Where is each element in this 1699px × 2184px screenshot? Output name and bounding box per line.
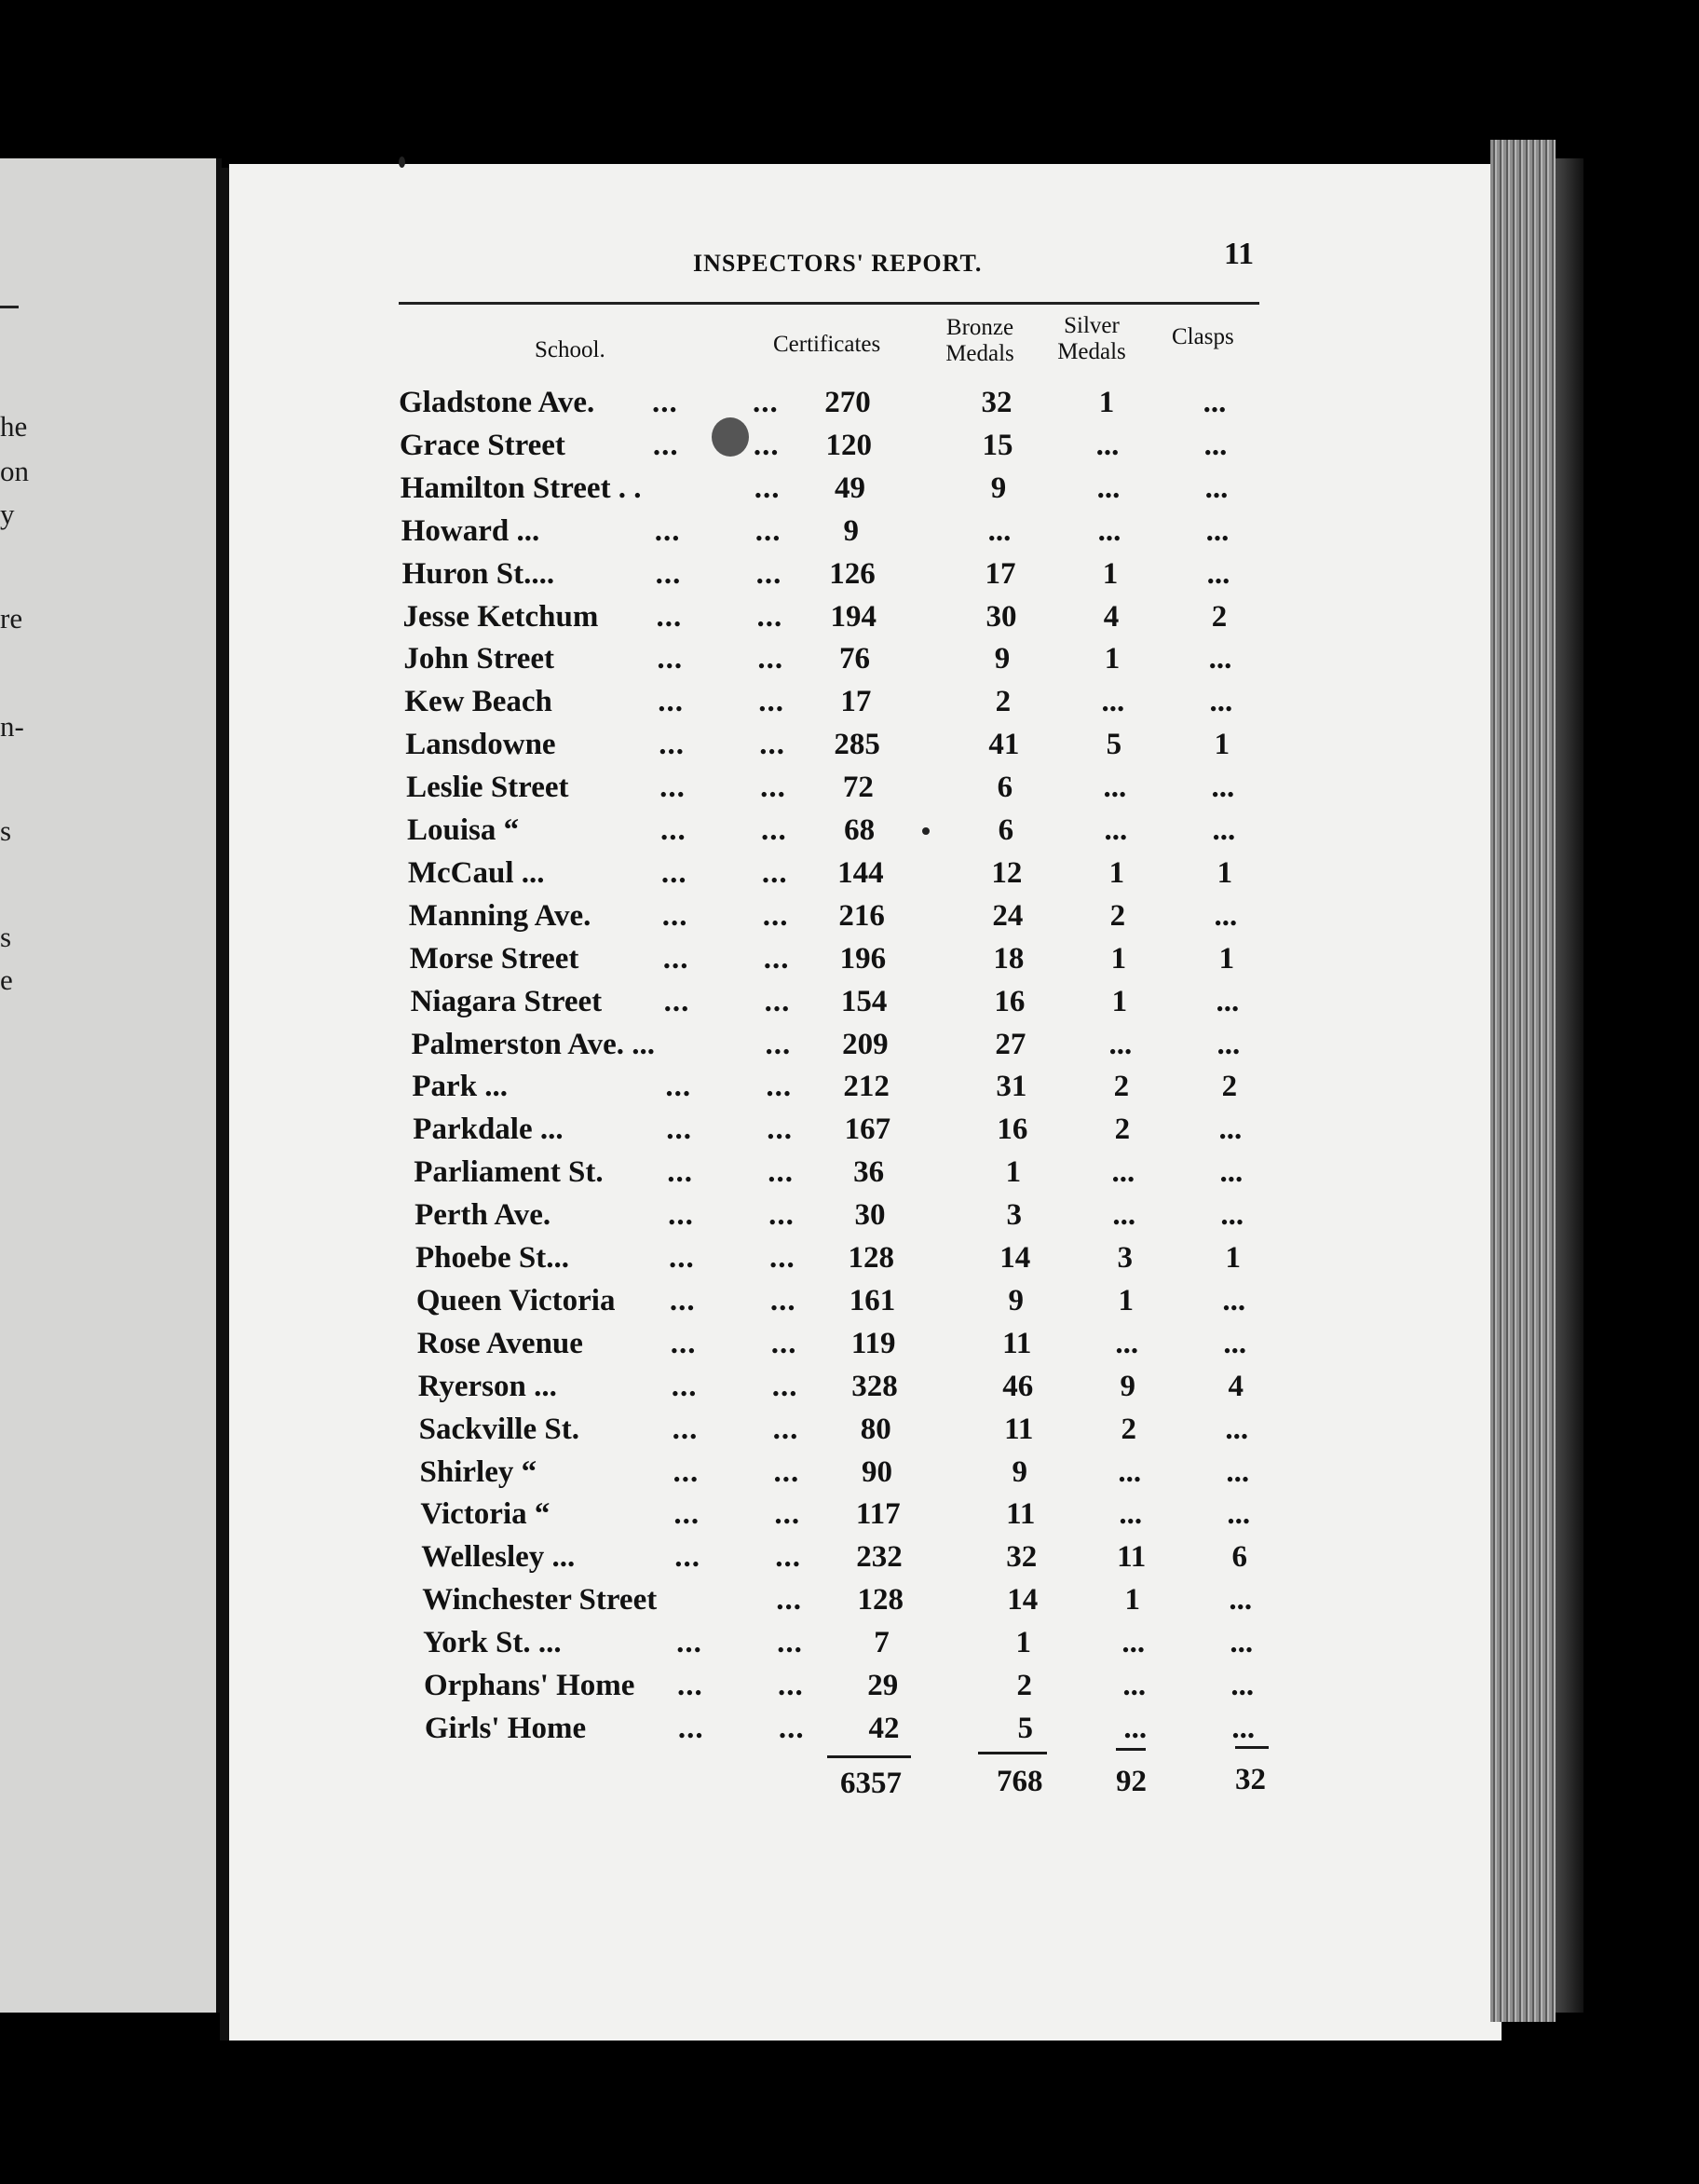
table-row [0, 771, 1699, 808]
clasps-count: ... [1203, 386, 1227, 419]
clasps-count: ... [1211, 771, 1235, 805]
bronze-medals-count: 46 [1002, 1369, 1034, 1403]
leader-dots: ... [768, 1155, 794, 1190]
table-row [0, 1540, 1699, 1577]
leader-dots: ... [658, 685, 685, 719]
school-name: Kew Beach [404, 685, 552, 719]
table-row [0, 514, 1699, 552]
table-row [0, 685, 1699, 722]
leader-dots: ... [759, 728, 785, 762]
silver-medals-count: ... [1095, 428, 1120, 462]
clasps-count: ... [1225, 1412, 1249, 1446]
leader-dots: ... [667, 1155, 693, 1190]
leader-dots: ... [773, 1454, 800, 1489]
clasps-count: ... [1206, 556, 1230, 591]
leader-dots: ... [756, 599, 783, 634]
bronze-medals-count: ... [987, 513, 1012, 548]
school-name: Perth Ave. [415, 1198, 551, 1233]
leader-dots: ... [754, 513, 782, 548]
certificates-count: 270 [824, 386, 871, 419]
certificates-count: 126 [829, 556, 876, 591]
clasps-count: ... [1220, 1198, 1244, 1233]
school-name: Leslie Street [406, 771, 569, 805]
certificates-count: 216 [838, 898, 885, 933]
school-name: Park ... [412, 1070, 509, 1104]
leader-dots: ... [778, 1669, 804, 1702]
total-silver-medals: 92 [1116, 1765, 1147, 1798]
school-name: Louisa “ [407, 813, 520, 847]
running-head: INSPECTORS' REPORT. [693, 250, 983, 277]
school-name: Rose Avenue [416, 1326, 583, 1360]
certificates-count: 212 [843, 1070, 890, 1104]
leader-dots: ... [762, 898, 789, 933]
left-page-text-fragment: s [0, 921, 12, 953]
leader-dots: ... [770, 1326, 797, 1360]
header-rule [399, 302, 1259, 305]
certificates-count: 17 [840, 685, 872, 719]
clasps-count: ... [1219, 1155, 1244, 1190]
silver-medals-count: 1 [1098, 386, 1115, 419]
column-header-certificates: Certificates [773, 332, 881, 357]
bronze-medals-count: 9 [1012, 1454, 1027, 1489]
silver-medals-count: 2 [1109, 898, 1126, 933]
table-row [0, 429, 1699, 466]
clasps-count: ... [1218, 1112, 1243, 1147]
table-row [0, 1583, 1699, 1620]
silver-medals-count: ... [1123, 1711, 1148, 1745]
school-name: Phoebe St... [415, 1241, 569, 1275]
silver-medals-count: ... [1122, 1669, 1147, 1702]
school-name: Victoria “ [420, 1497, 550, 1532]
school-name: Hamilton Street . . [400, 471, 642, 505]
certificates-count: 30 [854, 1198, 886, 1233]
left-page-text-fragment: e [0, 963, 13, 996]
table-row [0, 1327, 1699, 1364]
bronze-medals-count: 18 [993, 941, 1025, 976]
silver-medals-count: 1 [1118, 1283, 1135, 1317]
leader-dots: ... [755, 556, 782, 591]
leader-dots: ... [660, 813, 686, 847]
certificates-count: 161 [849, 1283, 896, 1317]
column-header-school: School. [535, 337, 605, 362]
leader-dots: ... [758, 685, 785, 719]
school-name: Queen Victoria [415, 1283, 616, 1317]
bronze-medals-count: 27 [995, 1027, 1026, 1061]
clasps-count: ... [1216, 1027, 1241, 1061]
left-page-text-fragment: on [0, 455, 29, 487]
total-certificates: 6357 [840, 1767, 902, 1800]
leader-dots: ... [670, 1326, 697, 1360]
leader-dots: ... [656, 599, 683, 634]
clasps-count: 1 [1218, 941, 1235, 976]
table-row [0, 386, 1699, 423]
ink-speck [399, 157, 405, 168]
certificates-count: 68 [844, 813, 876, 847]
silver-medals-count: ... [1097, 513, 1121, 548]
clasps-count: ... [1208, 642, 1232, 676]
table-row [0, 471, 1699, 509]
school-name: Shirley “ [419, 1454, 537, 1489]
leader-dots: ... [769, 1283, 796, 1317]
column-header-silver-line2: Medals [1057, 339, 1126, 364]
table-row [0, 856, 1699, 894]
clasps-count: 1 [1225, 1241, 1242, 1275]
leader-dots: ... [760, 771, 786, 805]
leader-dots: ... [652, 386, 678, 419]
table-row [0, 1028, 1699, 1065]
leader-dots: ... [669, 1241, 695, 1275]
clasps-count: 4 [1228, 1369, 1244, 1403]
table-row [0, 1370, 1699, 1407]
silver-medals-count: ... [1103, 771, 1127, 805]
bronze-medals-count: 6 [998, 813, 1014, 847]
silver-medals-count: 1 [1124, 1583, 1140, 1618]
clasps-count: 6 [1231, 1540, 1247, 1575]
leader-dots: ... [757, 642, 784, 676]
clasps-count: ... [1227, 1497, 1251, 1532]
table-row [0, 1155, 1699, 1193]
certificates-count: 194 [830, 599, 877, 634]
clasps-count: ... [1223, 1326, 1247, 1360]
certificates-count: 144 [837, 855, 884, 890]
bronze-medals-count: 12 [991, 855, 1023, 890]
silver-medals-count: 4 [1103, 599, 1120, 634]
total-rule-clasps [1235, 1746, 1269, 1749]
bronze-medals-count: 11 [1004, 1412, 1034, 1446]
bronze-medals-count: 2 [995, 685, 1012, 719]
leader-dots: ... [672, 1412, 699, 1446]
bronze-medals-count: 16 [994, 984, 1026, 1018]
bronze-medals-count: 6 [997, 771, 1013, 805]
column-header-bronze-line2: Medals [945, 341, 1014, 366]
school-name: McCaul ... [407, 855, 545, 890]
school-name: York St. ... [423, 1626, 562, 1660]
certificates-count: 49 [835, 471, 866, 505]
bronze-medals-count: 9 [990, 471, 1007, 505]
leader-dots: ... [671, 1369, 698, 1403]
table-row [0, 899, 1699, 936]
certificates-count: 285 [834, 728, 880, 762]
left-page-rule [0, 306, 19, 308]
leader-dots: ... [774, 1497, 801, 1532]
certificates-count: 117 [855, 1497, 901, 1532]
clasps-count: ... [1222, 1283, 1246, 1317]
left-page-text-fragment: he [0, 410, 28, 443]
leader-dots: ... [775, 1540, 802, 1575]
table-row [0, 600, 1699, 637]
silver-medals-count: 3 [1117, 1241, 1134, 1275]
table-row [0, 1413, 1699, 1450]
silver-medals-count: 1 [1102, 556, 1119, 591]
page-number: 11 [1224, 237, 1255, 271]
silver-medals-count: ... [1119, 1497, 1143, 1532]
silver-medals-count: 2 [1113, 1070, 1130, 1104]
column-header-bronze-medals [935, 315, 1025, 367]
clasps-count: ... [1216, 984, 1240, 1018]
clasps-count: 2 [1211, 599, 1228, 634]
bronze-medals-count: 2 [1016, 1669, 1032, 1702]
bronze-medals-count: 32 [1006, 1540, 1038, 1575]
clasps-count: ... [1226, 1454, 1250, 1489]
school-name: Girls' Home [424, 1711, 587, 1745]
clasps-count: 1 [1214, 728, 1230, 762]
school-name: Wellesley ... [421, 1540, 576, 1575]
silver-medals-count: ... [1111, 1155, 1135, 1190]
leader-dots: ... [761, 813, 787, 847]
clasps-count: ... [1230, 1669, 1255, 1702]
leader-dots: ... [662, 941, 689, 976]
certificates-count: 29 [867, 1669, 899, 1702]
certificates-count: 167 [844, 1112, 891, 1147]
total-rule-certificates [827, 1755, 911, 1758]
silver-medals-count: ... [1121, 1626, 1146, 1660]
school-name: Gladstone Ave. [399, 386, 595, 419]
total-bronze-medals: 768 [997, 1765, 1043, 1798]
bronze-medals-count: 32 [981, 386, 1013, 419]
clasps-count: ... [1212, 813, 1236, 847]
silver-medals-count: ... [1101, 685, 1125, 719]
certificates-count: 119 [850, 1326, 896, 1360]
table-row [0, 557, 1699, 594]
school-name: Lansdowne [405, 728, 556, 762]
bronze-medals-count: 30 [985, 599, 1017, 634]
table-row [0, 728, 1699, 765]
leader-dots: ... [654, 513, 681, 548]
school-name: Grace Street [399, 428, 565, 462]
table-row [0, 985, 1699, 1022]
leader-dots: ... [676, 1626, 702, 1660]
silver-medals-count: ... [1115, 1326, 1139, 1360]
column-header-silver-medals [1047, 313, 1136, 365]
leader-dots: ... [677, 1669, 703, 1702]
leader-dots: ... [767, 1112, 794, 1147]
leader-dots: ... [753, 428, 780, 462]
left-page-text-fragment: re [0, 602, 23, 635]
silver-medals-count: 1 [1108, 855, 1125, 890]
certificates-count: 42 [868, 1711, 900, 1745]
clasps-count: ... [1204, 471, 1229, 505]
school-name: Howard ... [401, 513, 540, 548]
school-name: Parkdale ... [413, 1112, 564, 1147]
bronze-medals-count: 31 [996, 1070, 1027, 1104]
table-row [0, 1626, 1699, 1663]
silver-medals-count: ... [1104, 813, 1128, 847]
total-rule-silver [1116, 1748, 1146, 1751]
left-page-text-fragment: y [0, 498, 15, 530]
leader-dots: ... [673, 1497, 700, 1532]
clasps-count: 1 [1216, 855, 1233, 890]
bronze-medals-count: 1 [1005, 1155, 1022, 1190]
school-name: John Street [403, 642, 555, 676]
bronze-medals-count: 41 [988, 728, 1020, 762]
leader-dots: ... [772, 1412, 799, 1446]
bronze-medals-count: 14 [999, 1241, 1031, 1275]
bronze-medals-count: 1 [1015, 1626, 1031, 1660]
school-name: Sackville St. [418, 1412, 579, 1446]
certificates-count: 9 [843, 513, 860, 548]
bronze-medals-count: 14 [1007, 1583, 1039, 1618]
total-clasps: 32 [1235, 1763, 1266, 1796]
table-row [0, 1497, 1699, 1535]
leader-dots: ... [754, 471, 781, 505]
clasps-count: ... [1205, 513, 1230, 548]
certificates-count: 90 [862, 1454, 892, 1489]
bronze-medals-count: 15 [982, 428, 1013, 462]
leader-dots: ... [659, 771, 686, 805]
certificates-count: 196 [839, 941, 887, 976]
leader-dots: ... [777, 1626, 803, 1660]
silver-medals-count: ... [1096, 471, 1121, 505]
leader-dots: ... [778, 1711, 805, 1745]
silver-medals-count: 1 [1104, 642, 1121, 676]
bronze-medals-count: 9 [1008, 1283, 1025, 1317]
leader-dots: ... [776, 1583, 802, 1618]
certificates-count: 7 [874, 1626, 890, 1660]
column-header-silver-line1: Silver [1064, 313, 1120, 338]
certificates-count: 76 [839, 642, 871, 676]
leader-dots: ... [769, 1241, 795, 1275]
leader-dots: ... [763, 941, 790, 976]
leader-dots: ... [659, 728, 685, 762]
silver-medals-count: 2 [1114, 1112, 1131, 1147]
certificates-count: 128 [848, 1241, 894, 1275]
leader-dots: ... [660, 855, 687, 890]
certificates-count: 128 [857, 1583, 904, 1618]
certificates-count: 209 [842, 1027, 889, 1061]
certificates-count: 72 [842, 771, 874, 805]
column-header-bronze-line1: Bronze [945, 315, 1014, 340]
bronze-medals-count: 11 [1002, 1326, 1032, 1360]
table-row [0, 1241, 1699, 1278]
table-row [0, 1712, 1699, 1749]
total-rule-bronze [978, 1752, 1047, 1754]
leader-dots: ... [768, 1198, 795, 1233]
leader-dots: ... [771, 1369, 798, 1403]
certificates-count: 154 [840, 984, 888, 1018]
clasps-count: ... [1231, 1711, 1256, 1745]
table-row [0, 813, 1699, 851]
silver-medals-count: 5 [1106, 728, 1122, 762]
leader-dots: ... [666, 1112, 693, 1147]
leader-dots: ... [765, 1027, 792, 1061]
leader-dots: ... [761, 855, 788, 890]
school-name: Winchester Street [422, 1583, 658, 1618]
table-row [0, 1198, 1699, 1235]
ink-blot [712, 417, 749, 457]
table-row [0, 642, 1699, 679]
silver-medals-count: 11 [1117, 1540, 1147, 1575]
leader-dots: ... [652, 428, 679, 462]
table-row [0, 942, 1699, 979]
leader-dots: ... [669, 1283, 696, 1317]
silver-medals-count: ... [1118, 1454, 1142, 1489]
school-name: Manning Ave. [408, 898, 591, 933]
certificates-count: 232 [856, 1540, 903, 1575]
leader-dots: ... [673, 1454, 700, 1489]
school-name: Morse Street [409, 941, 579, 976]
table-row [0, 1284, 1699, 1321]
silver-medals-count: 1 [1110, 941, 1127, 976]
certificates-count: 36 [853, 1155, 885, 1190]
bronze-medals-count: 9 [994, 642, 1011, 676]
leader-dots: ... [753, 386, 779, 419]
leader-dots: ... [655, 556, 682, 591]
leader-dots: ... [661, 898, 688, 933]
bronze-medals-count: 3 [1006, 1198, 1023, 1233]
leader-dots: ... [677, 1711, 704, 1745]
bronze-medals-count: 11 [1006, 1497, 1036, 1532]
clasps-count: 2 [1221, 1070, 1238, 1104]
bronze-medals-count: 5 [1017, 1711, 1033, 1745]
school-name: Palmerston Ave. ... [411, 1027, 656, 1061]
clasps-count: ... [1214, 898, 1238, 933]
school-name: Jesse Ketchum [402, 599, 599, 634]
clasps-count: ... [1229, 1583, 1253, 1618]
silver-medals-count: 1 [1111, 984, 1128, 1018]
leader-dots: ... [764, 984, 791, 1018]
silver-medals-count: 9 [1120, 1369, 1136, 1403]
silver-medals-count: ... [1108, 1027, 1133, 1061]
leader-dots: ... [674, 1540, 701, 1575]
clasps-count: ... [1203, 428, 1228, 462]
leader-dots: ... [668, 1198, 694, 1233]
clasps-count: ... [1230, 1626, 1254, 1660]
bronze-medals-count: 17 [985, 556, 1016, 591]
leader-dots: ... [657, 642, 684, 676]
column-header-clasps: Clasps [1172, 324, 1234, 349]
bronze-medals-count: 16 [997, 1112, 1028, 1147]
certificates-count: 80 [860, 1412, 891, 1446]
silver-medals-count: ... [1112, 1198, 1136, 1233]
ink-speck [922, 827, 930, 835]
table-row [0, 1112, 1699, 1150]
table-row [0, 1455, 1699, 1493]
left-page-text-fragment: s [0, 814, 12, 847]
table-row [0, 1669, 1699, 1706]
school-name: Ryerson ... [417, 1369, 557, 1403]
silver-medals-count: 2 [1121, 1412, 1136, 1446]
school-name: Orphans' Home [424, 1669, 635, 1702]
certificates-count: 328 [851, 1369, 898, 1403]
school-name: Parliament St. [414, 1155, 604, 1190]
leader-dots: ... [665, 1070, 692, 1104]
table-row [0, 1070, 1699, 1107]
certificates-count: 120 [825, 428, 872, 462]
left-page-text-fragment: n- [0, 710, 24, 743]
clasps-count: ... [1209, 685, 1233, 719]
bronze-medals-count: 24 [992, 898, 1024, 933]
school-name: Huron St.... [401, 556, 555, 591]
school-name: Niagara Street [410, 984, 603, 1018]
leader-dots: ... [663, 984, 690, 1018]
leader-dots: ... [766, 1070, 793, 1104]
